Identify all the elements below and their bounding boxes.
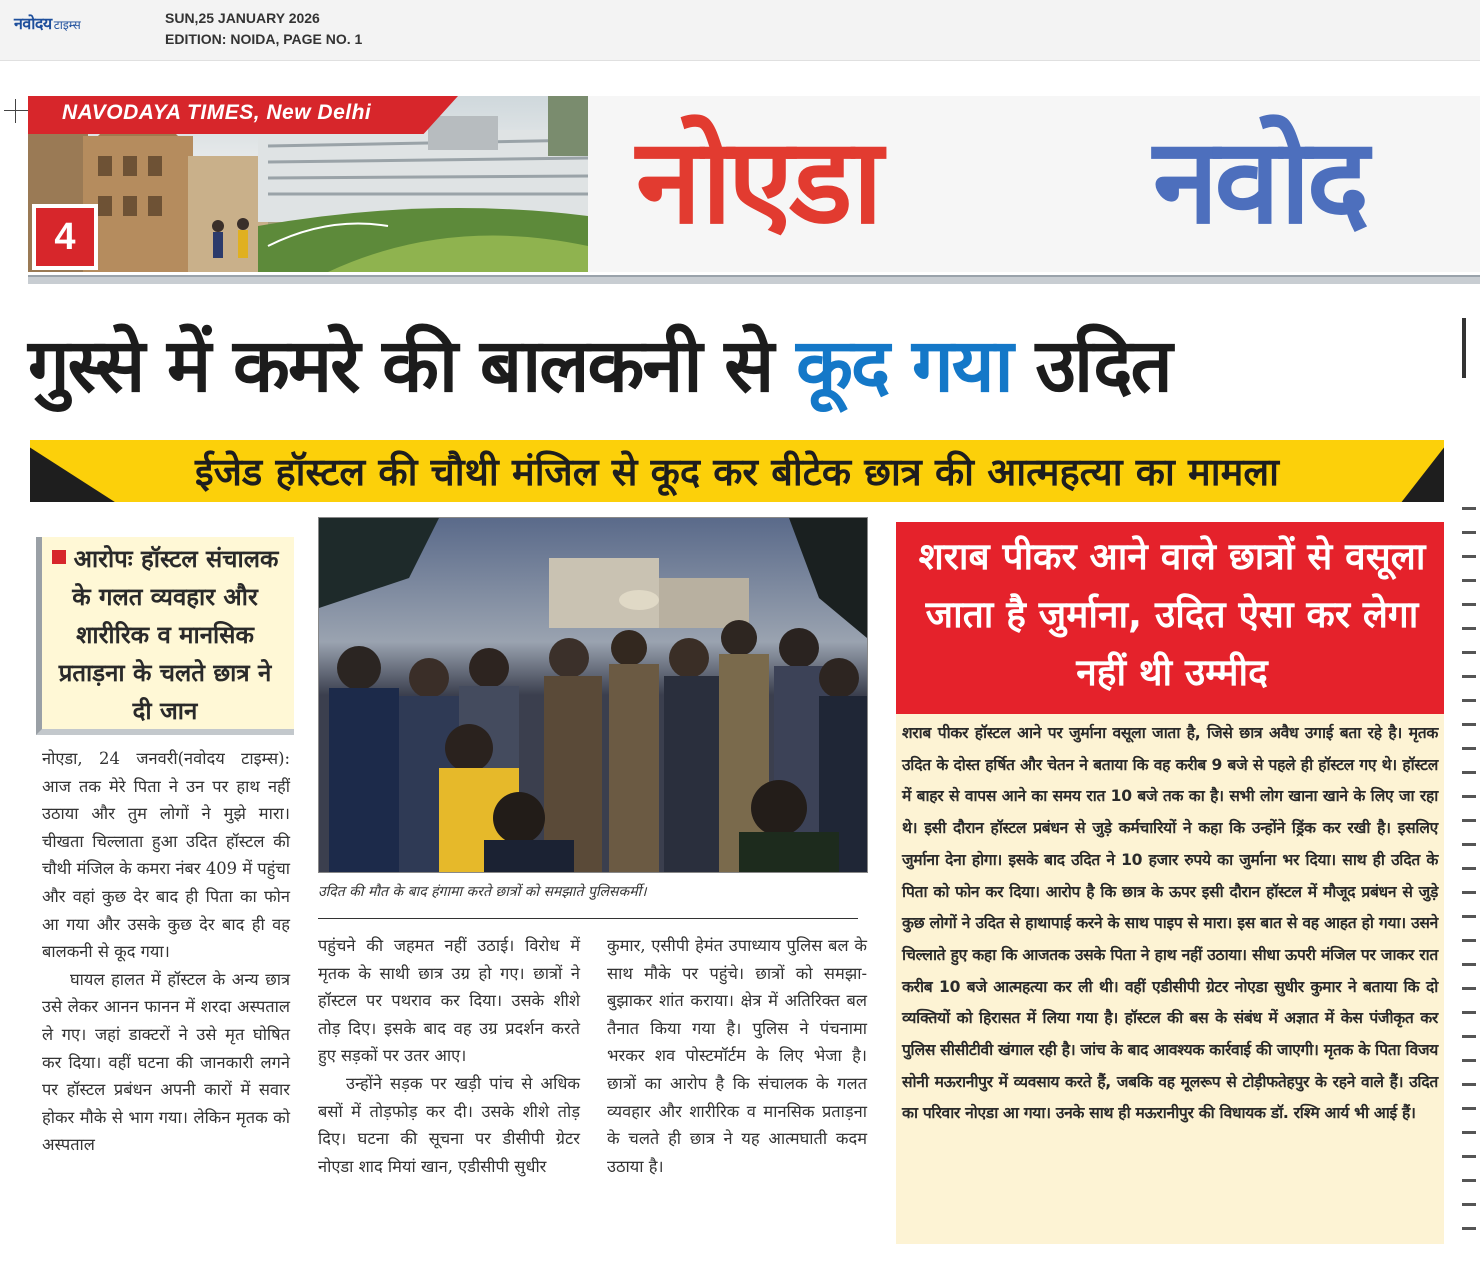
masthead-title-noida: नोएडा (636, 112, 879, 250)
sidebar-body-text[interactable]: शराब पीकर हॉस्टल आने पर जुर्माना वसूला जाता है, जिसे छात्र अवैध उगाई बता रहे है। मृतक उदित के दोस्त हर्षित और चेतन ने बताया कि वह करीब 9 बजे से पहले ही हॉस्टल गए थे। हॉस्टल में बाहर से वापस आने का समय रात 10 बजे तक का है। सभी लोग खाना खाने के लिए जा रहा थे। इसी दौरान हॉस्टल प्रबंधन से जुड़े कर्मचारियों ने कहा कि उन्होंने ड्रिंक कर रखी है। इसलिए जुर्माना देना होगा। इसके बाद उदित ने 10 हजार रुपये का जुर्माना भर दिया। साथ ही उदित के पिता को फोन कर दिया। आरोप है कि छात्र के ऊपर इसी दौरान हॉस्टल में मौजूद प्रबंधन से जुड़े कुछ लोगों ने उदित से हाथापाई करने के साथ पाइप से मारा। इस बात से वह आहत हो गया। उसने चिल्लाते हुए कहा कि आजतक उसके पिता ने हाथ नहीं उठाया। सीधा ऊपरी मंजिल पर जाकर रात करीब 10 बजे आत्महत्या कर ली थी। वहीं एडीसीपी ग्रेटर नोएडा सुधीर कुमार ने बताया कि दो व्यक्तियों को हिरासत में लिया गया है। हॉस्टल की बस के संबंध में अज्ञात में केस पंजीकृत कर पुलिस सीसीटीवी खंगाल रही है। जांच के बाद आवश्यक कार्रवाई की जाएगी। मृतक के पिता विजय सोनी मऊरानीपुर में व्यवसाय करते हैं, जबकि वह मूलरूप से टोड़ीफतेहपुर के रहने वाले हैं। उदित का परिवार नोएडा आ गया। उनके साथ ही मऊरानीपुर की विधायक डॉ. रश्मि आर्य भी आई हैं। (902, 724, 1438, 1123)
edition-page-info: EDITION: NOIDA, PAGE NO. 1 (165, 31, 363, 47)
crowd-photo-image (319, 518, 867, 872)
logo-sub-text: टाइम्स (53, 18, 81, 32)
headline-part-1: गुस्से में कमरे की बालकनी से (28, 323, 773, 409)
page-number: 4 (36, 208, 94, 266)
epaper-top-bar (0, 0, 1480, 61)
article-paragraph: उन्होंने सड़क पर खड़ी पांच से अधिक बसों में तोड़फोड़ कर दी। उसके शीशे तोड़ दिए। घटना की सूचना पर डीसीपी ग्रेटर नोएडा शाद मियां खान, एडीसीपी सुधीर (318, 1073, 580, 1176)
masthead-title-navodaya: नवोद (1153, 112, 1366, 250)
headline-part-3: उदित (1035, 323, 1171, 409)
article-column-3[interactable] (607, 932, 867, 1180)
adjacent-column-glyph (1462, 318, 1480, 378)
news-photo[interactable] (318, 517, 868, 873)
main-headline[interactable] (28, 306, 1448, 426)
article-column-2[interactable] (318, 932, 580, 1180)
article-paragraph: कुमार, एसीपी हेमंत उपाध्याय पुलिस बल के साथ मौके पर पहुंचे। छात्रों को समझा-बुझाकर शांत कराया। क्षेत्र में अतिरिक्त बल तैनात किया गया है। पुलिस ने पंचनामा भरकर शव पोस्टमॉर्टम के लिए भेजा है। छात्रों का आरोप है कि संचालक के गलत व्यवहार और शारीरिक व मानसिक प्रताड़ना के चलते ही छात्र ने यह आत्मघाती कदम उठाया है। (607, 936, 867, 1176)
article-paragraph: पहुंचने की जहमत नहीं उठाई। विरोध में मृतक के साथी छात्र उग्र हो गए। छात्रों ने हॉस्टल पर पथराव कर दिया। उसके शीशे तोड़ दिए। इसके बाद वह उग्र प्रदर्शन करते हुए सड़कों पर उतर आए। (318, 936, 580, 1066)
navodaya-times-logo[interactable] (14, 12, 81, 34)
article-paragraph: घायल हालत में हॉस्टल के अन्य छात्र उसे लेकर आनन फानन में शरदा अस्पताल ले गए। जहां डाक्टरों ने उसे मृत घोषित कर दिया। वहीं घटना की जानकारी लगने पर हॉस्टल प्रबंधन अपनी कारों में सवार होकर मौके से भाग गया। लेकिन मृतक को अस्पताल (42, 969, 290, 1155)
column-divider-rule (318, 918, 858, 919)
article-paragraph: नोएडा, 24 जनवरी(नवोदय टाइम्स): आज तक मेरे पिता ने उन पर हाथ नहीं उठाया और तुम लोगों ने मुझे मारा। चीखता चिल्लाता हुआ उदित हॉस्टल की चौथी मंजिल के कमरा नंबर 409 में पहुंचा और वहां कुछ देर बाद ही पिता का फोन आ गया और उसके कुछ देर बाद ही वह बालकनी से कूद गया। (42, 749, 291, 962)
masthead-divider (28, 275, 1480, 284)
allegation-text: आरोपः हॉस्टल संचालक के गलत व्यवहार और शारीरिक व मानसिक प्रताड़ना के चलते छात्र ने दी जान (58, 545, 279, 725)
masthead-title-panel (588, 96, 1480, 272)
logo-main-text: नवोदय (14, 14, 52, 33)
article-column-1[interactable] (42, 745, 290, 1159)
adjacent-column-cutoff (1462, 486, 1480, 1246)
page-number-badge (32, 204, 98, 270)
crop-mark-icon (4, 99, 28, 123)
sidebar-headline[interactable]: शराब पीकर आने वाले छात्रों से वसूला जाता है जुर्माना, उदित ऐसा कर लेगा नहीं थी उम्मीद (918, 535, 1426, 694)
edition-date: SUN,25 JANUARY 2026 (165, 10, 320, 26)
headline-part-blue: कूद गया (796, 323, 1012, 409)
subheadline[interactable]: ईजेड हॉस्टल की चौथी मंजिल से कूद कर बीटेक छात्र की आत्महत्या का मामला (195, 450, 1279, 494)
photo-caption: उदित की मौत के बाद हंगामा करते छात्रों को समझाते पुलिसकर्मी। (318, 884, 647, 900)
masthead-band-text: NAVODAYA TIMES, New Delhi (62, 101, 372, 124)
